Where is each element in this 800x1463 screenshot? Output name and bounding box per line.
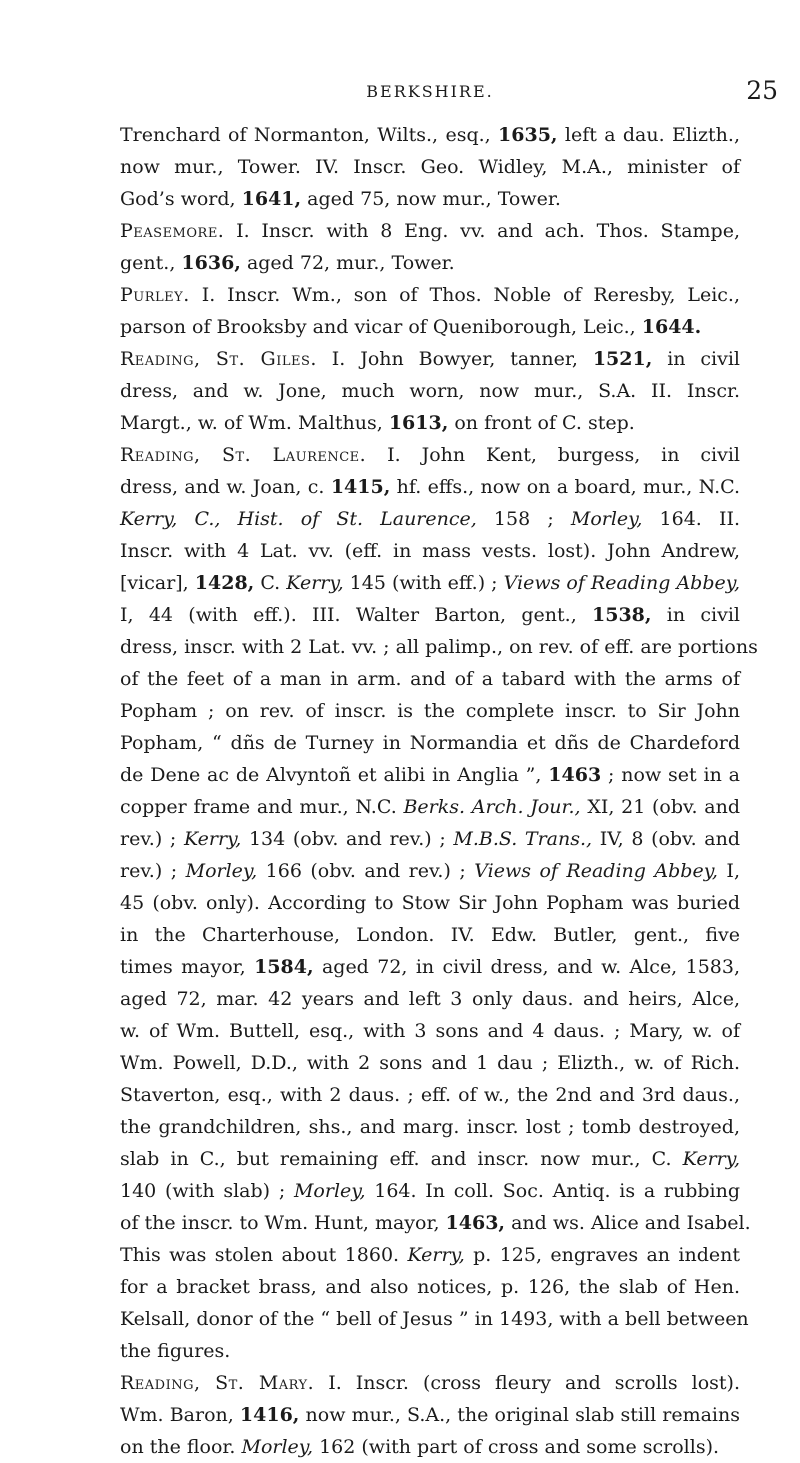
date-text: 1428, [194,572,255,594]
text-run: aged 72, in civil dress, and w. Alce, 1583, [313,956,741,978]
citation-text: Kerry, C., Hist. of St. Laurence, [120,508,477,530]
text-run: Staverton, esq., with 2 daus. ; eff. of w., the 2nd and 3rd daus., [120,1084,740,1106]
date-text: 1635, [498,124,558,146]
text-run: the figures. [120,1340,231,1362]
text-run: Wm. Powell, D.D., with 2 sons and 1 dau ; Elizth., w. of Rich. [120,1052,740,1074]
text-run: rev.) ; [120,860,186,882]
running-head-title: BERKSHIRE. [366,82,494,101]
text-line [120,375,740,407]
text-run: aged 72, mur., Tower. [240,252,455,274]
text-run: rev.) ; [120,828,184,850]
text-run: Trenchard of Normanton, Wilts., esq., [120,124,499,146]
page-number: 25 [746,76,778,105]
text-line [120,631,758,663]
text-line [120,1207,751,1239]
date-text: 1641, [241,188,302,210]
text-run: 134 (obv. and rev.) ; [241,828,454,850]
text-line [120,759,740,791]
text-line [120,119,740,151]
text-line [120,1143,740,1175]
text-run: [vicar], [120,572,195,594]
citation-text: Morley, [293,1180,366,1202]
text-line [120,1335,740,1367]
text-run: in civil [652,348,740,370]
text-line [120,599,740,631]
text-run: and ws. Alice and Isabel. [505,1212,751,1234]
citation-text: M.B.S. Trans., [453,828,593,850]
citation-text: Kerry, [407,1244,465,1266]
text-run: in the Charterhouse, London. IV. Edw. Butler, gent., five [120,924,740,946]
text-line [120,1367,740,1399]
text-line [120,951,740,983]
text-run: parson of Brooksby and vicar of Queniborough, Leic., [120,316,642,338]
place-heading: Reading, St. Laurence. [120,444,367,466]
place-heading: Purley. [120,284,190,306]
text-line [120,279,740,311]
text-line [120,183,740,215]
text-run: I, 44 (with eff.). III. Walter Barton, gent., [120,604,593,626]
text-line [120,1239,740,1271]
text-run: XI, 21 (obv. and [580,796,740,818]
date-text: 1584, [254,956,314,978]
text-line [120,535,740,567]
text-run: 158 ; [476,508,571,530]
body-text [120,119,758,1463]
citation-text: Kerry, [682,1148,740,1170]
citation-text: Views of Reading Abbey, [474,860,718,882]
text-run: left a dau. Elizth., [557,124,740,146]
text-run: times mayor, [120,956,255,978]
text-line [120,1047,740,1079]
text-line [120,887,740,919]
text-line [120,439,740,471]
text-run: for a bracket brass, and also notices, p. 126, the slab of Hen. [120,1276,740,1298]
text-line [120,471,740,503]
place-heading: Reading, St. Mary. [120,1372,315,1394]
text-run: 166 (obv. and rev.) ; [257,860,475,882]
text-run: Kelsall, donor of the “ bell of Jesus ” in 1493, with a bell between [120,1308,749,1330]
text-run: now mur., Tower. IV. Inscr. Geo. Widley, M.A., minister of [120,156,740,178]
text-line [120,823,740,855]
text-run: 140 (with slab) ; [120,1180,294,1202]
text-run: ; now set in a [601,764,741,786]
text-run: gent., [120,252,182,274]
text-run: 162 (with part of cross and some scrolls). [313,1436,720,1458]
text-line [120,1271,740,1303]
text-run: dress, and w. Jone, much worn, now mur., S.A. II. Inscr. [120,380,740,402]
text-run: the grandchildren, shs., and marg. inscr. lost ; tomb destroyed, [120,1116,740,1138]
text-run: hf. effs., now on a board, mur., N.C. [390,476,741,498]
text-run: I. Inscr. (cross fleury and scrolls lost). [314,1372,740,1394]
text-line [120,919,740,951]
date-text: 1416, [239,1404,300,1426]
text-line [120,343,740,375]
text-line [120,1015,740,1047]
date-text: 1463, [445,1212,506,1234]
citation-text: Views of Reading Abbey, [503,572,740,594]
text-run: I. John Bowyer, tanner, [316,348,593,370]
text-run: 45 (obv. only). According to Stow Sir John Popham was buried [120,892,740,914]
text-line [120,247,740,279]
text-run: p. 125, engraves an indent [464,1244,740,1266]
text-run: Wm. Baron, [120,1404,240,1426]
text-run: of the feet of a man in arm. and of a tabard with the arms of [120,668,740,690]
text-run: IV, 8 (obv. and [592,828,740,850]
text-run: 164. II. [642,508,741,530]
running-head [120,76,778,106]
text-run: in civil [651,604,740,626]
text-line [120,1111,740,1143]
date-text: 1463 [548,764,602,786]
text-run: dress, inscr. with 2 Lat. vv. ; all palimp., on rev. of eff. are portions [120,636,758,658]
citation-text: Kerry, [183,828,242,850]
citation-text: Morley, [570,508,643,530]
text-run: 164. In coll. Soc. Antiq. is a rubbing [365,1180,740,1202]
citation-text: Berks. Arch. Jour., [403,796,581,818]
text-run: This was stolen about 1860. [120,1244,408,1266]
text-line [120,1399,740,1431]
text-run: w. of Wm. Buttell, esq., with 3 sons and 4 daus. ; Mary, w. of [120,1020,740,1042]
text-run: I. Inscr. with 8 Eng. vv. and ach. Thos. Stampe, [224,220,740,242]
text-run: C. [254,572,287,594]
text-run: on front of C. step. [448,412,635,434]
citation-text: Kerry, [286,572,344,594]
text-line [120,1175,740,1207]
text-line [120,695,740,727]
text-line [120,855,740,887]
text-run: Popham ; on rev. of inscr. is the complete inscr. to Sir John [120,700,740,722]
text-run: dress, and w. Joan, c. [120,476,331,498]
text-run: I. Inscr. Wm., son of Thos. Noble of Reresby, Leic., [189,284,740,306]
text-line [120,503,740,535]
text-line [120,1431,740,1463]
date-text: 1415, [330,476,391,498]
date-text: 1644. [641,316,702,338]
text-line [120,407,740,439]
text-run: aged 75, now mur., Tower. [301,188,561,210]
date-text: 1521, [592,348,653,370]
text-run: God’s word, [120,188,242,210]
date-text: 1613, [388,412,449,434]
text-line [120,791,740,823]
text-line [120,567,740,599]
text-run: Margt., w. of Wm. Malthus, [120,412,389,434]
date-text: 1538, [592,604,652,626]
text-run: Popham, “ dñs de Turney in Normandia et dñs de Chardeford [120,732,740,754]
text-run: aged 72, mar. 42 years and left 3 only daus. and heirs, Alce, [120,988,740,1010]
citation-text: Morley, [241,1436,314,1458]
text-run: slab in C., but remaining eff. and inscr. now mur., C. [120,1148,683,1170]
text-run: I, [717,860,740,882]
place-heading: Reading, St. Giles. [120,348,317,370]
text-line [120,983,740,1015]
text-line [120,311,740,343]
text-run: de Dene ac de Alvyntoñ et alibi in Anglia ”, [120,764,549,786]
text-run: I. John Kent, burgess, in civil [366,444,740,466]
date-text: 1636, [181,252,241,274]
place-heading: Peasemore. [120,220,225,242]
text-run: now mur., S.A., the original slab still remains [299,1404,740,1426]
text-line [120,663,740,695]
text-line [120,215,740,247]
citation-text: Morley, [185,860,258,882]
text-run: of the inscr. to Wm. Hunt, mayor, [120,1212,446,1234]
text-line [120,1079,740,1111]
text-run: 145 (with eff.) ; [343,572,504,594]
text-line [120,1303,749,1335]
text-run: on the floor. [120,1436,242,1458]
text-line [120,151,740,183]
text-run: Inscr. with 4 Lat. vv. (eff. in mass vests. lost). John Andrew, [120,540,740,562]
text-line [120,727,740,759]
text-run: copper frame and mur., N.C. [120,796,404,818]
